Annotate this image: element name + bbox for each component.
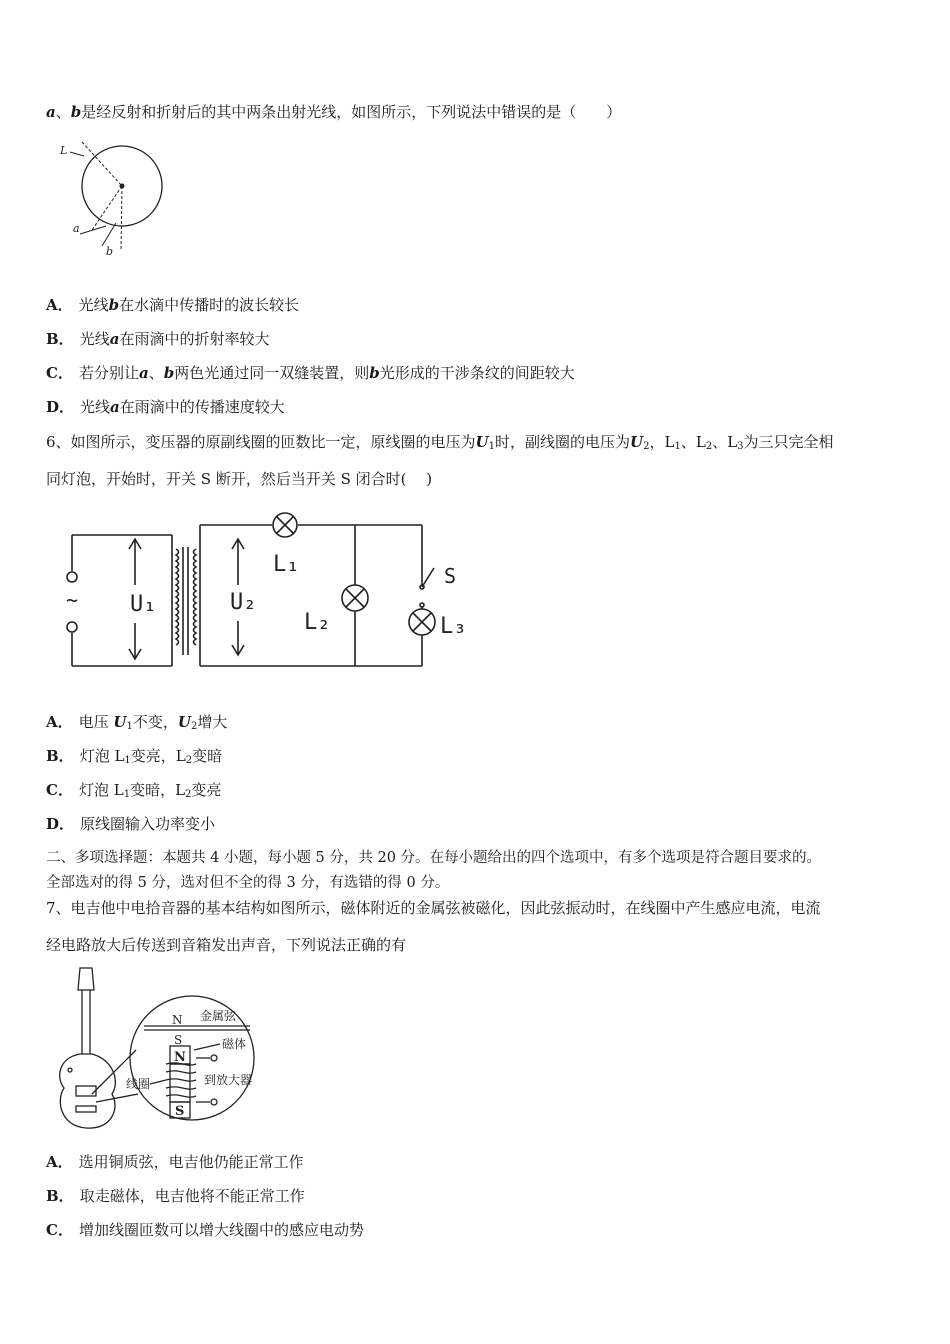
guitar-pickup-figure: [54, 966, 274, 1136]
q5-option-c[interactable]: C． 若分别让a、b两色光通过同一双缝装置，则b光形成的干涉条纹的间距较大: [46, 364, 575, 382]
label-L2: L₂: [304, 610, 331, 635]
q7-stem-line1: 7、电吉他中电拾音器的基本结构如图所示，磁体附近的金属弦被磁化，因此弦振动时，在线圈中产生感应电流，电流: [46, 899, 821, 917]
q6-stem-line1: 6、如图所示，变压器的原副线圈的匝数比一定，原线圈的电压为$U_1$时，副线圈的电压为$U_2$，$L_1$、$L_2$、$L_3$为三只完全相: [46, 433, 834, 452]
label-a: a: [73, 222, 80, 235]
switch-S: [422, 568, 434, 587]
primary-coil: [176, 549, 179, 645]
secondary-coil: [194, 549, 197, 645]
ac-symbol: ~: [66, 588, 79, 612]
q7-option-c[interactable]: C． 增加线圈匝数可以增大线圈中的感应电动势: [46, 1221, 364, 1239]
section2-heading-line1: 二、多项选择题：本题共 4 小题，每小题 5 分，共 20 分。在每小题给出的四个选项中，有多个选项是符合题目要求的。: [46, 850, 822, 866]
q5-option-b[interactable]: B． 光线a在雨滴中的折射率较大: [46, 330, 270, 348]
guitar-head: [78, 968, 94, 990]
section2-heading-line2: 全部选对的得 5 分，选对但不全的得 3 分，有选错的得 0 分。: [46, 875, 450, 891]
q7-stem-line2: 经电路放大后传送到音箱发出声音，下列说法正确的有: [46, 936, 407, 954]
transformer-circuit: [58, 505, 478, 675]
label-magnet: 磁体: [222, 1037, 247, 1051]
label-b: b: [106, 245, 114, 258]
label-amplifier: 到放大器: [204, 1073, 253, 1087]
label-S: S: [175, 1104, 185, 1119]
ac-terminal-top: [67, 572, 77, 582]
q7-option-a[interactable]: A． 选用铜质弦，电吉他仍能正常工作: [46, 1153, 304, 1171]
label-U1: U₁: [130, 592, 157, 617]
q6-stem-line2: 同灯泡，开始时，开关 S 断开，然后当开关 S 闭合时( ): [46, 470, 433, 488]
q7-option-b[interactable]: B． 取走磁体，电吉他将不能正常工作: [46, 1187, 305, 1205]
label-L3: L₃: [440, 614, 467, 639]
magnet-S-top: S: [174, 1033, 183, 1047]
q6-option-a[interactable]: A． 电压 $U_1$不变，$U_2$增大: [46, 713, 228, 732]
guitar-body: [60, 1054, 116, 1128]
label-metal-string: 金属弦: [200, 1009, 237, 1023]
q6-option-b[interactable]: B． 灯泡 $L_1$变亮，$L_2$变暗: [46, 747, 223, 766]
raindrop-figure: [40, 138, 180, 260]
label-coil: 线圈: [126, 1077, 151, 1091]
ac-terminal-bottom: [67, 622, 77, 632]
q6-option-d[interactable]: D． 原线圈输入功率变小: [46, 815, 216, 833]
dashed-line-b: [121, 186, 122, 250]
magnet-N-top: N: [172, 1013, 183, 1027]
label-L1: L₁: [273, 552, 300, 577]
label-N: N: [174, 1050, 186, 1065]
q6-option-c[interactable]: C． 灯泡 $L_1$变暗，$L_2$变亮: [46, 781, 222, 800]
label-L: L: [60, 144, 68, 157]
incident-ray: [70, 152, 84, 156]
q5-option-d[interactable]: D． 光线a在雨滴中的传播速度较大: [46, 398, 285, 416]
q5-stem: a、b是经反射和折射后的其中两条出射光线，如图所示，下列说法中错误的是（ ）: [46, 103, 622, 121]
q5-option-a[interactable]: A． 光线b在水滴中传播时的波长较长: [46, 296, 300, 314]
label-S: S: [444, 564, 457, 588]
label-U2: U₂: [230, 590, 257, 615]
ray-a: [80, 226, 106, 234]
